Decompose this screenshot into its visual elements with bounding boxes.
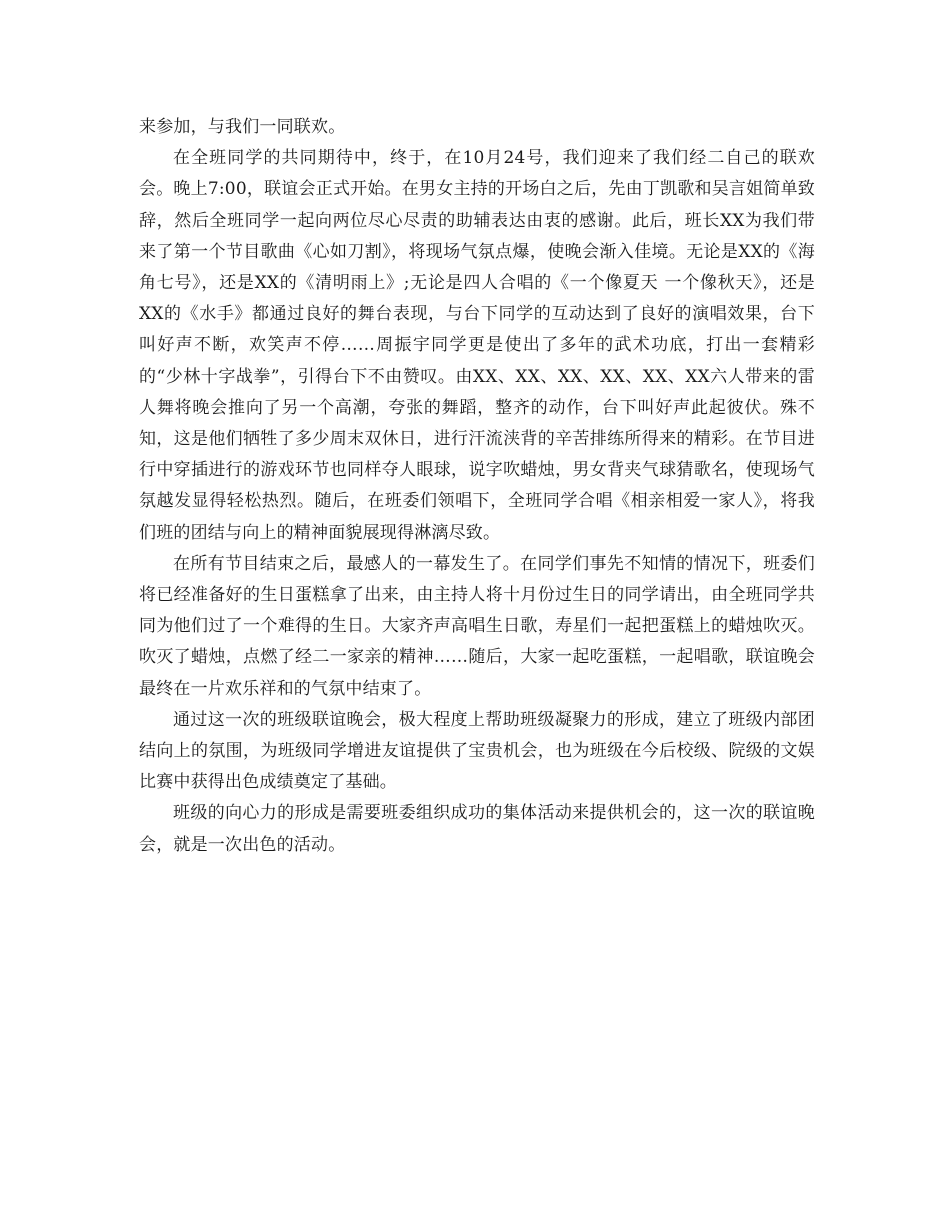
paragraph-conclusion: 班级的向心力的形成是需要班委组织成功的集体活动来提供机会的，这一次的联谊晚会，就是一次出色的活动。 bbox=[139, 803, 815, 855]
paragraph-party-program: 在全班同学的共同期待中，终于，在10月24号，我们迎来了我们经二自己的联欢会。晚上7:00，联谊会正式开始。在男女主持的开场白之后，先由丁凯歌和吴言姐简单致辞，然后全班同学一起向两位尽心尽责的助辅表达由衷的感谢。此后，班长XX为我们带来了第一个节目歌曲《心如刀割》，将现场气氛点爆，使晚会渐入佳境。无论是XX的《海角七号》，还是XX的《清明雨上》;无论是四人合唱的《一个像夏天 一个像秋天》，还是XX的《水手》都通过良好的舞台表现，与台下同学的互动达到了良好的演唱效果，台下叫好声不断，欢笑声不停……周振宇同学更是使出了多年的武术功底，打出一套精彩的“少林十字战拳”，引得台下不由赞叹。由XX、XX、XX、XX、XX、XX六人带来的雷人舞将晚会推向了另一个高潮，夸张的舞蹈，整齐的动作，台下叫好声此起彼伏。殊不知，这是他们牺牲了多少周末双休日，进行汗流浃背的辛苦排练所得来的精彩。在节目进行中穿插进行的游戏环节也同样夺人眼球，说字吹蜡烛，男女背夹气球猜歌名，使现场气氛越发显得轻松热烈。随后，在班委们领唱下，全班同学合唱《相亲相爱一家人》，将我们班的团结与向上的精神面貌展现得淋漓尽致。 bbox=[139, 148, 815, 543]
document-body bbox=[139, 112, 815, 861]
paragraph-birthday: 在所有节目结束之后，最感人的一幕发生了。在同学们事先不知情的情况下，班委们将已经准备好的生日蛋糕拿了出来，由主持人将十月份过生日的同学请出，由全班同学共同为他们过了一个难得的生日。大家齐声高唱生日歌，寿星们一起把蛋糕上的蜡烛吹灭。吹灭了蜡烛，点燃了经二一家亲的精神……随后，大家一起吃蛋糕，一起唱歌，联谊晚会最终在一片欢乐祥和的气氛中结束了。 bbox=[139, 553, 815, 699]
paragraph-continuation: 来参加，与我们一同联欢。 bbox=[139, 117, 346, 137]
paragraph-significance: 通过这一次的班级联谊晚会，极大程度上帮助班级凝聚力的形成，建立了班级内部团结向上的氛围，为班级同学增进友谊提供了宝贵机会，也为班级在今后校级、院级的文娱比赛中获得出色成绩奠定了基础。 bbox=[139, 709, 815, 793]
